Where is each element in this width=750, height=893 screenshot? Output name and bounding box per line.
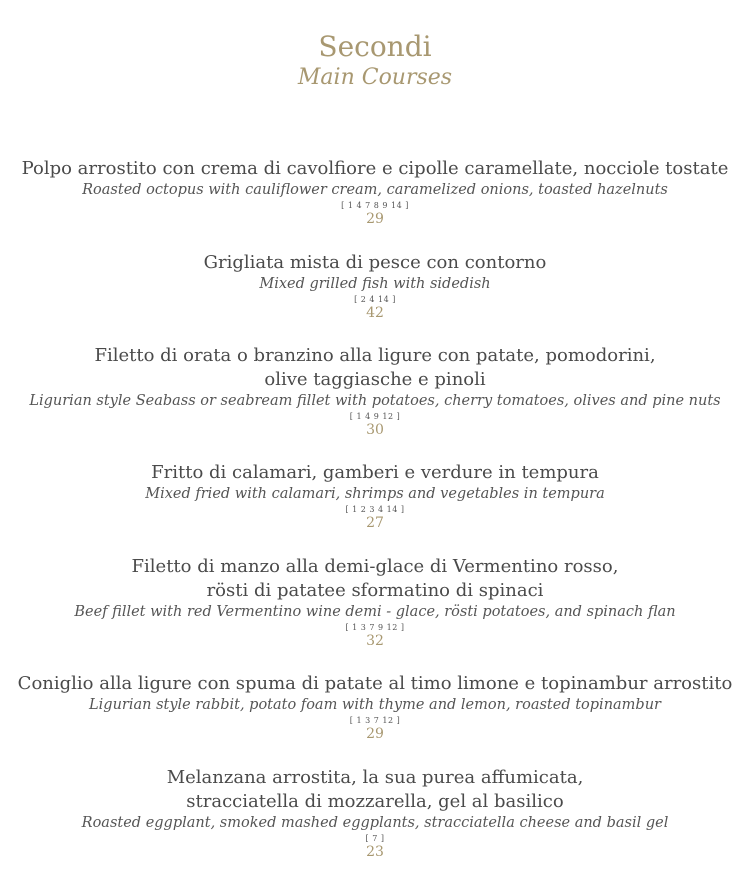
dish-seabass-fillet — [0, 344, 750, 439]
dish-allergens: [ 7 ] — [365, 834, 385, 843]
dish-price: 23 — [366, 844, 384, 860]
dish-octopus — [0, 157, 750, 228]
dish-mixed-grilled-fish — [0, 251, 750, 322]
section-title: Secondi — [318, 30, 432, 63]
dish-allergens: [ 1 3 7 9 12 ] — [345, 623, 405, 632]
dish-english-description: Ligurian style Seabass or seabream fillet with potatoes, cherry tomatoes, olives and pine nuts — [29, 393, 721, 409]
dish-italian-name-line-1: Filetto di orata o branzino alla ligure con patate, pomodorini, — [94, 345, 656, 366]
dish-fried-calamari — [0, 461, 750, 532]
dish-italian-name-line-2: olive taggiasche e pinoli — [264, 369, 486, 390]
dish-price: 32 — [366, 633, 384, 649]
dish-italian-name-line-1: Melanzana arrostita, la sua purea affumicata, — [166, 767, 584, 788]
dish-ligurian-rabbit — [0, 672, 750, 743]
dish-english-description: Roasted octopus with cauliflower cream, caramelized onions, toasted hazelnuts — [82, 182, 668, 198]
dish-english-description: Ligurian style rabbit, potato foam with thyme and lemon, roasted topinambur — [89, 697, 661, 713]
dish-beef-fillet — [0, 555, 750, 650]
dish-allergens: [ 1 4 7 8 9 14 ] — [341, 201, 409, 210]
dish-italian-name: Coniglio alla ligure con spuma di patate al timo limone e topinambur arrostito — [17, 673, 733, 694]
dish-price: 29 — [366, 211, 384, 227]
section-subtitle: Main Courses — [297, 65, 453, 90]
menu-header — [0, 30, 750, 92]
dish-allergens: [ 1 3 7 12 ] — [349, 716, 401, 725]
dish-italian-name-line-2: rösti di patatee sformatino di spinaci — [206, 580, 544, 601]
dish-roasted-eggplant — [0, 766, 750, 861]
dish-price: 30 — [366, 422, 384, 438]
dish-italian-name: Fritto di calamari, gamberi e verdure in tempura — [151, 462, 599, 483]
dish-italian-name-line-1: Filetto di manzo alla demi-glace di Vermentino rosso, — [131, 556, 619, 577]
dish-price: 29 — [366, 726, 384, 742]
dish-english-description: Roasted eggplant, smoked mashed eggplants, stracciatella cheese and basil gel — [81, 815, 669, 831]
dish-allergens: [ 2 4 14 ] — [354, 295, 396, 304]
dish-italian-name-line-2: stracciatella di mozzarella, gel al basilico — [186, 791, 564, 812]
dish-allergens: [ 1 2 3 4 14 ] — [345, 505, 405, 514]
dish-english-description: Mixed grilled fish with sidedish — [259, 276, 491, 292]
dish-price: 27 — [366, 515, 384, 531]
dish-english-description: Mixed fried with calamari, shrimps and vegetables in tempura — [145, 486, 605, 502]
dish-allergens: [ 1 4 9 12 ] — [349, 412, 401, 421]
dish-italian-name: Grigliata mista di pesce con contorno — [203, 252, 547, 273]
dish-price: 42 — [366, 305, 384, 321]
dish-italian-name: Polpo arrostito con crema di cavolfiore e cipolle caramellate, nocciole tostate — [21, 158, 729, 179]
dish-english-description: Beef fillet with red Vermentino wine demi - glace, rösti potatoes, and spinach flan — [74, 604, 676, 620]
